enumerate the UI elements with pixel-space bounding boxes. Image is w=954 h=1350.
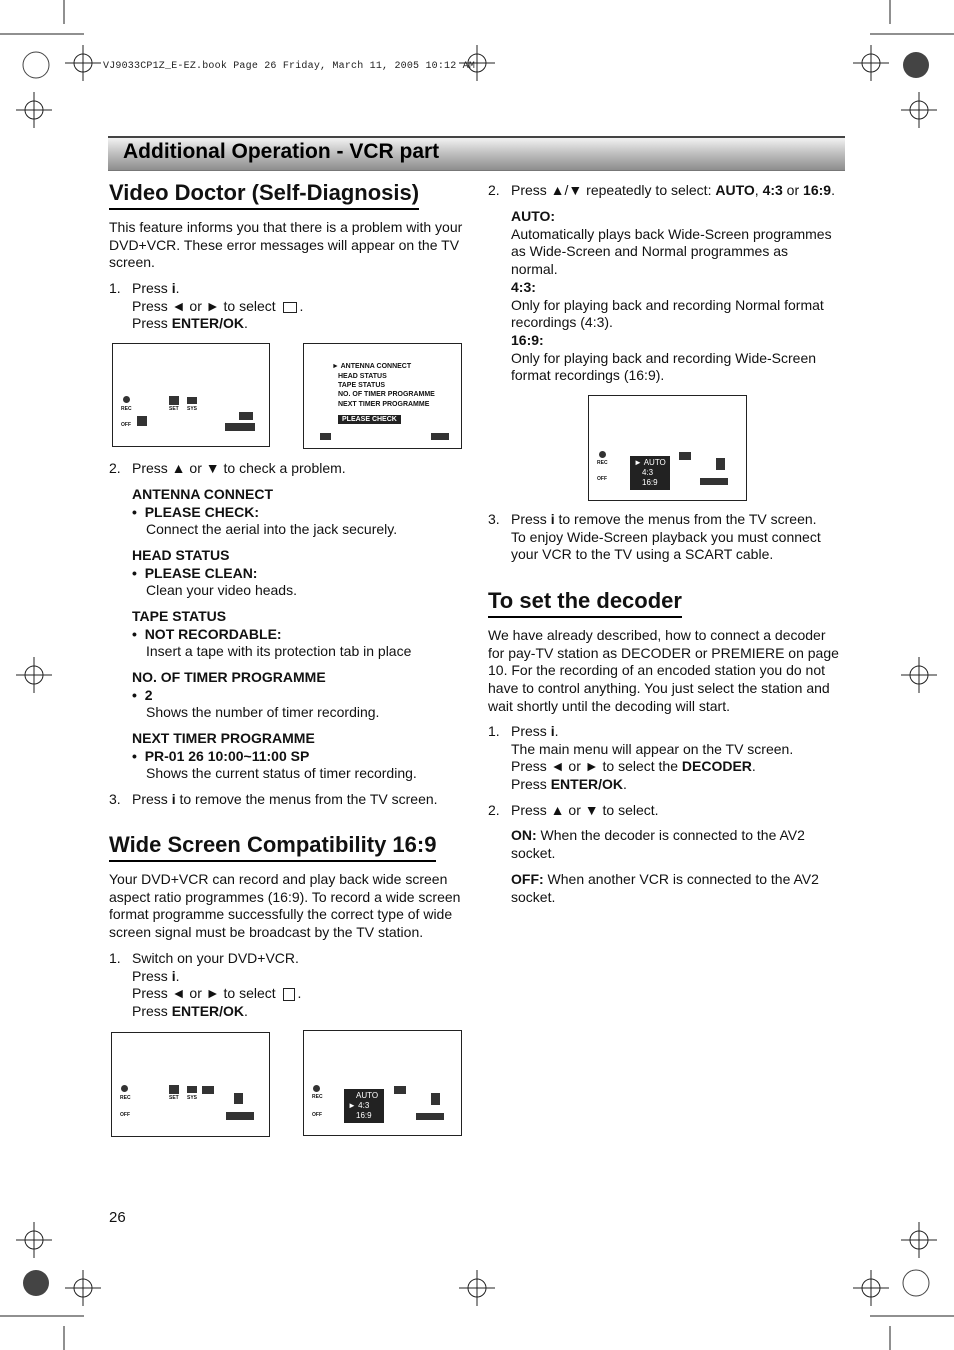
aspect-ratio-icon — [234, 1093, 243, 1104]
decoder-off-option: OFF: When another VCR is connected to the AV2 socket. — [511, 871, 819, 905]
tools-icon — [239, 412, 253, 420]
diagnosis-item: ANTENNA CONNECT • PLEASE CHECK: Connect the aerial into the jack securely. — [132, 486, 398, 538]
decoder-step2: Press ▲ or ▼ to select. — [511, 802, 659, 818]
decoder-on-option: ON: When the decoder is connected to the AV2 socket. — [511, 827, 805, 861]
step-number: 1. — [109, 280, 121, 296]
diagnosis-item: NO. OF TIMER PROGRAMME • 2 Shows the number of timer recording. — [132, 669, 380, 721]
tools-icon — [394, 1086, 406, 1094]
please-check-label: PLEASE CHECK — [338, 415, 401, 424]
diagnosis-item: HEAD STATUS • PLEASE CLEAN: Clean your video heads. — [132, 547, 297, 599]
video-doctor-step3: Press i to remove the menus from the TV screen. — [132, 791, 438, 807]
aspect-ratio-menu: AUTO ► 4:3 16:9 — [344, 1089, 384, 1123]
system-icon — [187, 397, 197, 404]
decoder-step1: Press i. The main menu will appear on the TV screen. Press ◄ or ► to select the DECODER. Press ENTER/OK. — [511, 723, 794, 793]
tv-screen-diagnosis-menu: ► ANTENNA CONNECT HEAD STATUS TAPE STATUS NO. OF TIMER PROGRAMME NEXT TIMER PROGRAMME PLEASE CHECK — [303, 343, 462, 449]
navigation-bar-icon — [700, 478, 728, 485]
aspect-ratio-icon — [431, 1093, 440, 1105]
tools-icon — [320, 433, 331, 440]
video-doctor-intro: This feature informs you that there is a problem with your DVD+VCR. These error messages will appear on the TV screen. — [109, 219, 463, 271]
aspect-ratio-icon — [283, 988, 295, 1001]
wide-screen-step3: Press i to remove the menus from the TV screen. To enjoy Wide-Screen playback you must connect your VCR to the TV using a SCART cable. — [511, 511, 821, 563]
system-icon — [187, 1086, 197, 1093]
record-icon — [599, 451, 606, 458]
page-number: 26 — [109, 1209, 126, 1226]
navigation-bar-icon — [431, 433, 449, 440]
aspect-ratio-icon — [716, 458, 725, 470]
setup-icon — [169, 1085, 179, 1094]
setup-icon — [169, 396, 179, 405]
banner-title: Additional Operation - VCR part — [123, 140, 440, 163]
tv-screen-main-menu: REC OFF SET SYS — [111, 1032, 270, 1137]
record-icon — [313, 1085, 320, 1092]
wide-screen-title: Wide Screen Compatibility 16:9 — [109, 832, 436, 862]
tv-screen-aspect-menu: REC OFF ► AUTO 4:3 16:9 — [588, 395, 747, 501]
tools-icon — [679, 452, 691, 460]
video-doctor-step1: Press i. Press ◄ or ► to select . Press ENTER/OK. — [132, 280, 304, 332]
wide-screen-step2: Press ▲/▼ repeatedly to select: AUTO, 4:3 or 16:9. — [511, 182, 835, 198]
section-banner — [108, 136, 845, 171]
aspect-options: AUTO: Automatically plays back Wide-Screen programmes as Wide-Screen and Normal programmes as normal. 4:3: Only for playing back and recording Normal format recordings (4:3). 16:9: Only for playing back and recording Wide-Screen format recordings (16:9). — [511, 208, 832, 384]
tv-icon — [137, 416, 147, 426]
video-doctor-title: Video Doctor (Self-Diagnosis) — [109, 180, 419, 210]
tv-screen-main-menu: REC OFF SET SYS — [112, 343, 270, 447]
book-info: VJ9033CP1Z_E-EZ.book Page 26 Friday, March 11, 2005 10:12 AM — [103, 61, 476, 72]
wide-screen-step1: Switch on your DVD+VCR. Press i. Press ◄ or ► to select . Press ENTER/OK. — [132, 950, 302, 1020]
video-doctor-step2: Press ▲ or ▼ to check a problem. — [132, 460, 346, 476]
decoder-title: To set the decoder — [488, 588, 682, 618]
aspect-ratio-menu: ► AUTO 4:3 16:9 — [630, 456, 670, 490]
tools-icon — [202, 1086, 214, 1094]
diagnosis-item: NEXT TIMER PROGRAMME • PR-01 26 10:00~11:00 SP Shows the current status of timer recording. — [132, 730, 417, 782]
decoder-intro: We have already described, how to connect a decoder for pay-TV station as DECODER or PREMIERE on page 10. For the recording of an encoded station you do not have to control anything. You just select the station and wait shortly until the decoding will start. — [488, 627, 839, 714]
navigation-bar-icon — [416, 1113, 444, 1120]
tv-screen-aspect-menu: REC OFF AUTO ► 4:3 16:9 — [303, 1030, 462, 1136]
diagnosis-item: TAPE STATUS • NOT RECORDABLE: Insert a tape with its protection tab in place — [132, 608, 412, 660]
navigation-bar-icon — [226, 1112, 254, 1120]
record-icon — [121, 1085, 128, 1092]
record-icon — [123, 396, 130, 403]
navigation-bar-icon — [225, 423, 255, 431]
tools-icon — [283, 302, 297, 313]
wide-screen-intro: Your DVD+VCR can record and play back wide screen aspect ratio programmes (16:9). To record a wide screen format programme successfully the correct type of wide screen signal must be broadcast by the TV station. — [109, 871, 461, 941]
